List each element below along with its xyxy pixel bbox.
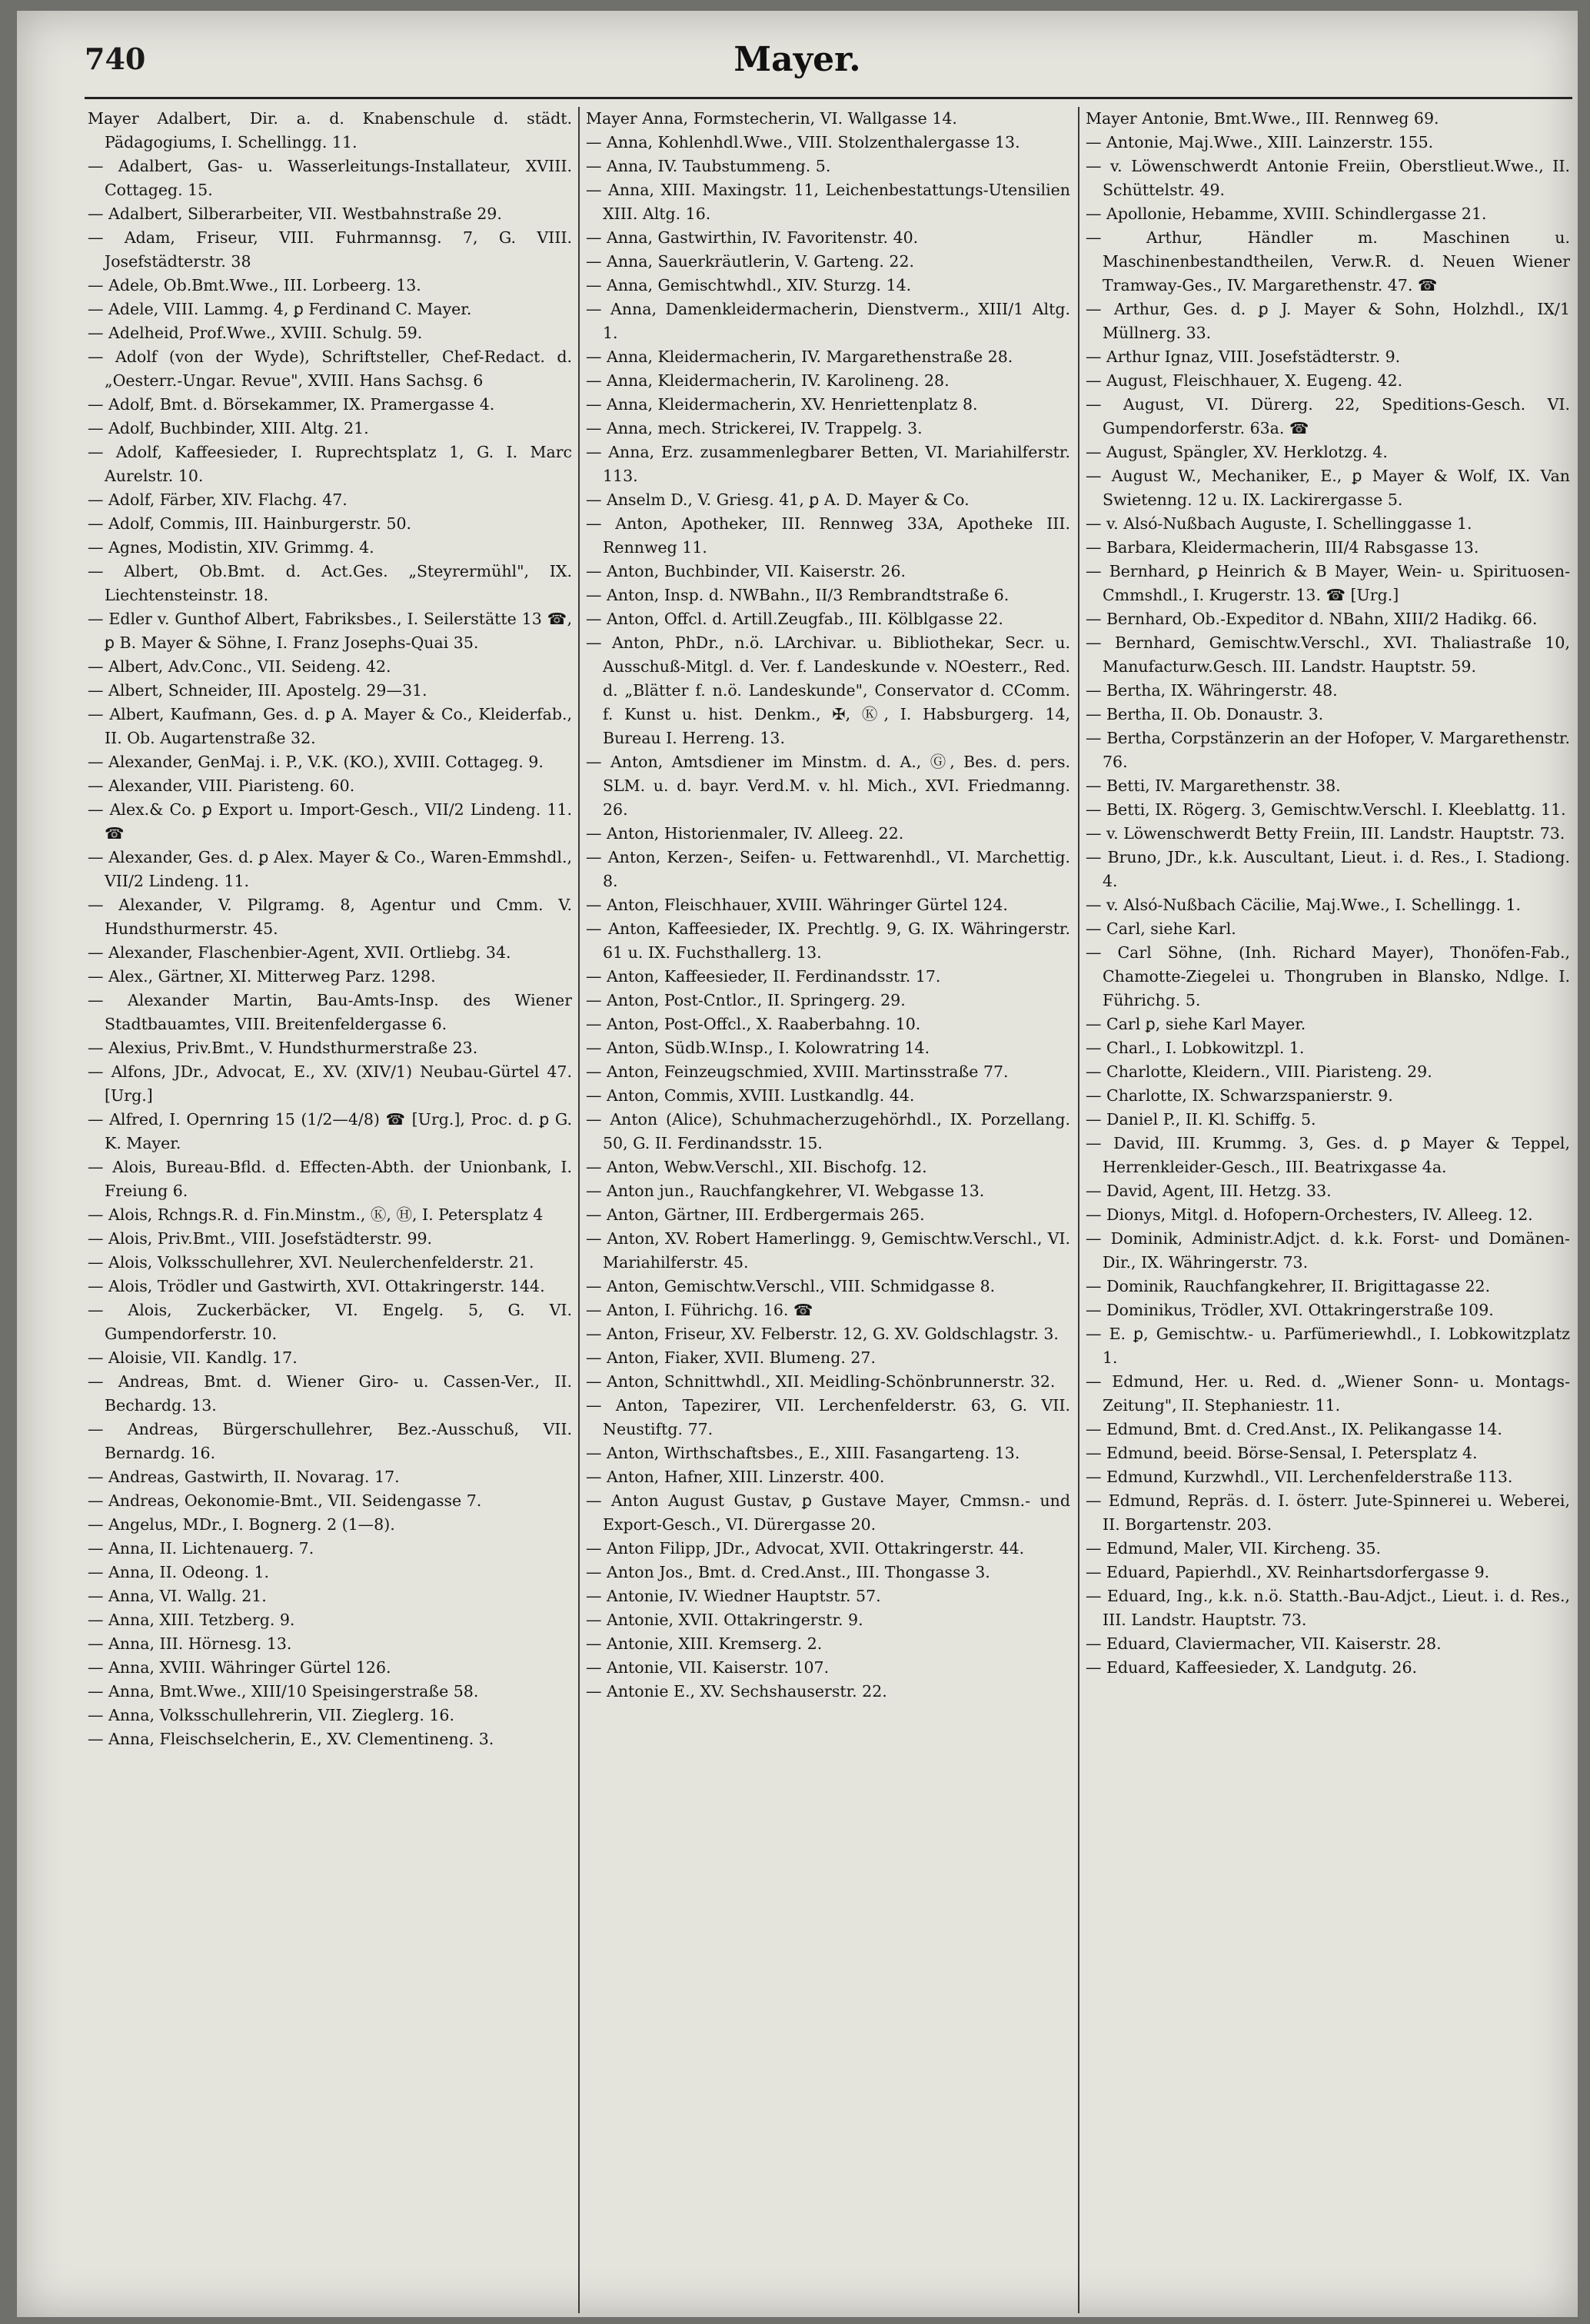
directory-entry: — Alexander, Ges. d. ꝑ Alex. Mayer & Co., Waren-Emmshdl., VII/2 Lindeng. 11. [88,848,572,890]
directory-entry: — Anton, Gemischtw.Verschl., VIII. Schmidgasse 8. [586,1277,996,1295]
directory-entry: — Alois, Bureau-Bfld. d. Effecten-Abth. der Unionbank, I. Freiung 6. [88,1158,572,1200]
directory-entry: — Angelus, MDr., I. Bognerg. 2 (1—8). [88,1515,395,1534]
directory-entry: — Adolf, Färber, XIV. Flachg. 47. [88,490,348,509]
directory-entry: — Anna, III. Hörnesg. 13. [88,1634,292,1653]
directory-entry: — David, Agent, III. Hetzg. 33. [1086,1182,1332,1200]
directory-entry: — Anna, Sauerkräutlerin, V. Garteng. 22. [586,252,915,271]
directory-entry: — Anna, XVIII. Währinger Gürtel 126. [88,1658,391,1677]
directory-entry: — Edmund, Bmt. d. Cred.Anst., IX. Pelikangasse 14. [1086,1420,1502,1438]
column-2 [586,107,1070,2313]
directory-entry: — Bernhard, Ob.-Expeditor d. NBahn, XIII/2 Hadikg. 66. [1086,610,1538,628]
directory-entry: — v. Löwenschwerdt Betty Freiin, III. Landstr. Hauptstr. 73. [1086,824,1565,843]
directory-entry: — Anna, Erz. zusammenlegbarer Betten, VI. Mariahilferstr. 113. [586,443,1070,485]
directory-entry: — Apollonie, Hebamme, XVIII. Schindlergasse 21. [1086,204,1487,223]
directory-entry: — Anna, IV. Taubstummeng. 5. [586,157,831,175]
directory-entry: — Anton, Hafner, XIII. Linzerstr. 400. [586,1468,885,1486]
directory-entry: — Anton Filipp, JDr., Advocat, XVII. Ottakringerstr. 44. [586,1539,1025,1558]
directory-entry: — Eduard, Kaffeesieder, X. Landgutg. 26. [1086,1658,1418,1677]
directory-entry: — August W., Mechaniker, E., ꝑ Mayer & Wolf, IX. Van Swietenng. 12 u. IX. Lackirergasse 5. [1086,467,1570,509]
directory-entry: — Eduard, Claviermacher, VII. Kaiserstr. 28. [1086,1634,1442,1653]
directory-entry: — Albert, Kaufmann, Ges. d. ꝑ A. Mayer & Co., Kleiderfab., II. Ob. Augartenstraße 32. [88,705,572,747]
running-title: Mayer. [733,40,861,79]
directory-entry: — Anton, Wirthschaftsbes., E., XIII. Fasangarteng. 13. [586,1444,1020,1462]
directory-entry: — Adam, Friseur, VIII. Fuhrmannsg. 7, G. VIII. Josefstädterstr. 38 [88,228,572,271]
directory-entry: — Anton jun., Rauchfangkehrer, VI. Webgasse 13. [586,1182,985,1200]
directory-entry: — Anna, Kohlenhdl.Wwe., VIII. Stolzenthalergasse 13. [586,133,1020,151]
directory-entry: — Anna, XIII. Maxingstr. 11, Leichenbestattungs-Utensilien XIII. Altg. 16. [586,181,1070,223]
directory-entry: — Anton August Gustav, ꝑ Gustave Mayer, Cmmsn.- und Export-Gesch., VI. Dürergasse 20. [586,1491,1070,1534]
directory-entry: — Edmund, Repräs. d. I. österr. Jute-Spinnerei u. Weberei, II. Borgartenstr. 203. [1086,1491,1570,1534]
directory-entry: — Anton, Commis, XVIII. Lustkandlg. 44. [586,1086,915,1105]
directory-entry: — Anna, Fleischselcherin, E., XV. Clementineng. 3. [88,1730,494,1748]
directory-entry: — Charlotte, Kleidern., VIII. Piaristeng. 29. [1086,1062,1432,1081]
directory-entry: — Anton, Amtsdiener im Minstm. d. A., Ⓖ, Bes. d. pers. SLM. u. d. bayr. Verd.M. v. hl. Mich., XVI. Friedmanng. 26. [586,753,1070,819]
directory-entry: — Antonie, XIII. Kremserg. 2. [586,1634,823,1653]
directory-entry: — Adolf, Kaffeesieder, I. Ruprechtsplatz 1, G. I. Marc Aurelstr. 10. [88,443,572,485]
directory-entry: — Daniel P., II. Kl. Schiffg. 5. [1086,1110,1316,1129]
directory-entry: — Anton, Fleischhauer, XVIII. Währinger Gürtel 124. [586,896,1008,914]
directory-entry: — Anton, Kaffeesieder, IX. Prechtlg. 9, G. IX. Währingerstr. 61 u. IX. Fuchsthallerg. 13. [586,919,1070,962]
directory-entry: — Alfred, I. Opernring 15 (1/2—4/8) ☎ [Urg.], Proc. d. ꝑ G. K. Mayer. [88,1110,572,1152]
directory-entry: — v. Alsó-Nußbach Auguste, I. Schellinggasse 1. [1086,514,1472,533]
directory-entry: — Bertha, Corpstänzerin an der Hofoper, V. Margarethenstr. 76. [1086,729,1570,771]
directory-entry: — Anton Jos., Bmt. d. Cred.Anst., III. Thongasse 3. [586,1563,990,1581]
directory-entry: — Alexander, V. Pilgramg. 8, Agentur und Cmm. V. Hundsthurmerstr. 45. [88,896,572,938]
directory-entry: — Carl Söhne, (Inh. Richard Mayer), Thonöfen-Fab., Chamotte-Ziegelei u. Thongruben in Blansko, Ndlge. I. Führichg. 5. [1086,943,1570,1009]
directory-entry: — Anton, PhDr., n.ö. LArchivar. u. Bibliothekar, Secr. u. Ausschuß-Mitgl. d. Ver. f. Landeskunde v. NOesterr., Red. d. „Blätter f. n.ö. Landeskunde", Conservator d. CComm. f. Kunst u. hist. Denkm., ✠, Ⓚ, I. Habsburgerg. 14, Bureau I. Herreng. 13. [586,633,1070,747]
directory-entry: — Alexander, GenMaj. i. P., V.K. (KO.), XVIII. Cottageg. 9. [88,753,544,771]
directory-entry: — Anna, Kleidermacherin, IV. Karolineng. 28. [586,371,950,390]
directory-entry: — Alexander Martin, Bau-Amts-Insp. des Wiener Stadtbauamtes, VIII. Breitenfeldergasse 6. [88,991,572,1033]
directory-entry: — Anton, Südb.W.Insp., I. Kolowratring 14. [586,1039,930,1057]
directory-entry: — Alex., Gärtner, XI. Mitterweg Parz. 1298. [88,967,436,986]
directory-entry: — August, VI. Dürerg. 22, Speditions-Gesch. VI. Gumpendorferstr. 63a. ☎ [1086,395,1570,437]
directory-entry: — Bruno, JDr., k.k. Auscultant, Lieut. i. d. Res., I. Stadiong. 4. [1086,848,1570,890]
directory-entry: — Anna, XIII. Tetzberg. 9. [88,1611,295,1629]
directory-page [17,11,1578,2317]
directory-entry: — Bernhard, ꝑ Heinrich & B Mayer, Wein- u. Spirituosen-Cmmshdl., I. Krugerstr. 13. ☎ [Urg.] [1086,562,1570,604]
directory-entry: — Eduard, Papierhdl., XV. Reinhartsdorfergasse 9. [1086,1563,1490,1581]
directory-entry: — Anna, II. Odeong. 1. [88,1563,270,1581]
directory-entry: — Andreas, Bmt. d. Wiener Giro- u. Cassen-Ver., II. Bechardg. 13. [88,1372,572,1415]
directory-entry: — Albert, Adv.Conc., VII. Seideng. 42. [88,657,391,676]
directory-entry: Mayer Adalbert, Dir. a. d. Knabenschule d. städt. Pädagogiums, I. Schellingg. 11. [88,109,572,151]
directory-entry: — Antonie E., XV. Sechshauserstr. 22. [586,1682,887,1701]
directory-entry: — Andreas, Gastwirth, II. Novarag. 17. [88,1468,400,1486]
directory-entry: — Arthur, Händler m. Maschinen u. Maschinenbestandtheilen, Verw.R. d. Neuen Wiener Tramway-Ges., IV. Margarethenstr. 47. ☎ [1086,228,1570,294]
directory-entry: — Anna, Gemischtwhdl., XIV. Sturzg. 14. [586,276,912,294]
directory-entry: — Anton, Historienmaler, IV. Alleeg. 22. [586,824,904,843]
directory-entry: — Anna, Bmt.Wwe., XIII/10 Speisingerstraße 58. [88,1682,479,1701]
directory-entry: — Dionys, Mitgl. d. Hofopern-Orchesters, IV. Alleeg. 12. [1086,1205,1533,1224]
page-header [17,11,1578,95]
directory-entry: — Alexius, Priv.Bmt., V. Hundsthurmerstraße 23. [88,1039,478,1057]
column-divider [578,107,580,2313]
directory-entry: — Anton, Webw.Verschl., XII. Bischofg. 12. [586,1158,927,1176]
directory-entry: — Andreas, Bürgerschullehrer, Bez.-Ausschuß, VII. Bernardg. 16. [88,1420,572,1462]
directory-entry: — Anton, Insp. d. NWBahn., II/3 Rembrandtstraße 6. [586,586,1010,604]
directory-entry: — Alois, Trödler und Gastwirth, XVI. Ottakringerstr. 144. [88,1277,545,1295]
directory-entry: — Anton, Post-Offcl., X. Raaberbahng. 10. [586,1015,921,1033]
directory-entry: — Barbara, Kleidermacherin, III/4 Rabsgasse 13. [1086,538,1479,557]
directory-entry: — Edler v. Gunthof Albert, Fabriksbes., I. Seilerstätte 13 ☎, ꝑ B. Mayer & Söhne, I. Franz Josephs-Quai 35. [88,610,572,652]
directory-entry: — Anna, VI. Wallg. 21. [88,1587,267,1605]
directory-entry: — Albert, Ob.Bmt. d. Act.Ges. „Steyrermühl", IX. Liechtensteinstr. 18. [88,562,572,604]
directory-entry: — Eduard, Ing., k.k. n.ö. Statth.-Bau-Adjct., Lieut. i. d. Res., III. Landstr. Hauptstr. 73. [1086,1587,1570,1629]
directory-entry: — Carl, siehe Karl. [1086,919,1236,938]
directory-entry: — Antonie, IV. Wiedner Hauptstr. 57. [586,1587,881,1605]
directory-entry: — Edmund, Maler, VII. Kircheng. 35. [1086,1539,1382,1558]
directory-entry: — Alfons, JDr., Advocat, E., XV. (XIV/1) Neubau-Gürtel 47. [Urg.] [88,1062,572,1105]
header-rule [85,97,1572,99]
directory-entry: — Anton, Offcl. d. Artill.Zeugfab., III. Kölblgasse 22. [586,610,1003,628]
directory-entry: — August, Fleischhauer, X. Eugeng. 42. [1086,371,1403,390]
directory-entry: — Alois, Volksschullehrer, XVI. Neulerchenfelderstr. 21. [88,1253,534,1272]
directory-entry: — Edmund, beeid. Börse-Sensal, I. Petersplatz 4. [1086,1444,1478,1462]
directory-entry: — v. Alsó-Nußbach Cäcilie, Maj.Wwe., I. Schellingg. 1. [1086,896,1522,914]
directory-entry: — Anton, Kerzen-, Seifen- u. Fettwarenhdl., VI. Marchettig. 8. [586,848,1070,890]
column-3 [1086,107,1570,2313]
directory-entry: — Alois, Rchngs.R. d. Fin.Minstm., Ⓚ, Ⓗ, I. Petersplatz 4 [88,1205,544,1224]
directory-entry: — Betti, IX. Rögerg. 3, Gemischtw.Verschl. I. Kleeblattg. 11. [1086,800,1566,819]
directory-entry: — Adele, VIII. Lammg. 4, ꝑ Ferdinand C. Mayer. [88,300,472,318]
directory-entry: — Anton, Schnittwhdl., XII. Meidling-Schönbrunnerstr. 32. [586,1372,1056,1391]
column-divider [1078,107,1079,2313]
directory-entry: — Adolf, Buchbinder, XIII. Altg. 21. [88,419,369,437]
directory-entry: — Arthur Ignaz, VIII. Josefstädterstr. 9. [1086,347,1401,366]
directory-entry: — Anna, mech. Strickerei, IV. Trappelg. 3. [586,419,923,437]
directory-entry: — Adele, Ob.Bmt.Wwe., III. Lorbeerg. 13. [88,276,421,294]
directory-entry: — Adolf, Commis, III. Hainburgerstr. 50. [88,514,412,533]
directory-entry: — Arthur, Ges. d. ꝑ J. Mayer & Sohn, Holzhdl., IX/1 Müllnerg. 33. [1086,300,1570,342]
directory-entry: — Anton, Apotheker, III. Rennweg 33A, Apotheke III. Rennweg 11. [586,514,1070,557]
directory-entry: — Charl., I. Lobkowitzpl. 1. [1086,1039,1305,1057]
directory-entry: — v. Löwenschwerdt Antonie Freiin, Oberstlieut.Wwe., II. Schüttelstr. 49. [1086,157,1570,199]
directory-entry: — Dominik, Administr.Adjct. d. k.k. Forst- und Domänen-Dir., IX. Währingerstr. 73. [1086,1229,1570,1272]
directory-entry: — Anton, Fiaker, XVII. Blumeng. 27. [586,1348,876,1367]
directory-entry: — Dominik, Rauchfangkehrer, II. Brigittagasse 22. [1086,1277,1491,1295]
directory-entry: — Bertha, IX. Währingerstr. 48. [1086,681,1338,700]
directory-entry: — Betti, IV. Margarethenstr. 38. [1086,776,1341,795]
directory-entry: — Adolf (von der Wyde), Schriftsteller, Chef-Redact. d. „Oesterr.-Ungar. Revue", XVIII. Hans Sachsg. 6 [88,347,572,390]
directory-entry: — Anton, Buchbinder, VII. Kaiserstr. 26. [586,562,906,580]
directory-entry: — Anton, Feinzeugschmied, XVIII. Martinsstraße 77. [586,1062,1009,1081]
page-number: 740 [85,42,146,76]
directory-entry: — Anton, Gärtner, III. Erdbergermais 265. [586,1205,925,1224]
directory-entry: — August, Spängler, XV. Herklotzg. 4. [1086,443,1388,461]
directory-entry: — Anton, XV. Robert Hamerlingg. 9, Gemischtw.Verschl., VI. Mariahilferstr. 45. [586,1229,1070,1272]
directory-entry: — Edmund, Her. u. Red. d. „Wiener Sonn- u. Montags-Zeitung", II. Stephaniestr. 11. [1086,1372,1570,1415]
directory-entry: — Anna, Kleidermacherin, IV. Margarethenstraße 28. [586,347,1013,366]
directory-entry: — Anton, Kaffeesieder, II. Ferdinandsstr. 17. [586,967,941,986]
directory-entry: — Alois, Zuckerbäcker, VI. Engelg. 5, G. VI. Gumpendorferstr. 10. [88,1301,572,1343]
directory-entry: Mayer Anna, Formstecherin, VI. Wallgasse 14. [586,109,957,128]
directory-entry: — Anton, I. Führichg. 16. ☎ [586,1301,813,1319]
directory-entry: — E. ꝑ, Gemischtw.- u. Parfümeriewhdl., I. Lobkowitzplatz 1. [1086,1325,1570,1367]
column-1 [88,107,572,2313]
directory-entry: — Dominikus, Trödler, XVI. Ottakringerstraße 109. [1086,1301,1494,1319]
directory-entry: Mayer Antonie, Bmt.Wwe., III. Rennweg 69. [1086,109,1439,128]
directory-entry: — Edmund, Kurzwhdl., VII. Lerchenfelderstraße 113. [1086,1468,1513,1486]
directory-entry: — Charlotte, IX. Schwarzspanierstr. 9. [1086,1086,1393,1105]
directory-entry: — Antonie, Maj.Wwe., XIII. Lainzerstr. 155. [1086,133,1434,151]
directory-entry: — Antonie, VII. Kaiserstr. 107. [586,1658,830,1677]
directory-entry: — Anna, II. Lichtenauerg. 7. [88,1539,314,1558]
directory-entry: — Adalbert, Silberarbeiter, VII. Westbahnstraße 29. [88,204,502,223]
directory-entry: — Anselm D., V. Griesg. 41, ꝑ A. D. Mayer & Co. [586,490,970,509]
directory-entry: — Agnes, Modistin, XIV. Grimmg. 4. [88,538,374,557]
directory-entry: — Aloisie, VII. Kandlg. 17. [88,1348,298,1367]
directory-entry: — Adelheid, Prof.Wwe., XVIII. Schulg. 59. [88,324,423,342]
directory-entry: — Anton, Friseur, XV. Felberstr. 12, G. XV. Goldschlagstr. 3. [586,1325,1059,1343]
directory-entry: — Bertha, II. Ob. Donaustr. 3. [1086,705,1324,723]
directory-entry: — Andreas, Oekonomie-Bmt., VII. Seidengasse 7. [88,1491,482,1510]
directory-entry: — Bernhard, Gemischtw.Verschl., XVI. Thaliastraße 10, Manufacturw.Gesch. III. Landstr. Hauptstr. 59. [1086,633,1570,676]
directory-entry: — Albert, Schneider, III. Apostelg. 29—31. [88,681,427,700]
directory-entry: — Alexander, Flaschenbier-Agent, XVII. Ortliebg. 34. [88,943,511,962]
directory-entry: — Anna, Kleidermacherin, XV. Henriettenplatz 8. [586,395,978,414]
directory-entry: — Anton (Alice), Schuhmacherzugehörhdl., IX. Porzellang. 50, G. II. Ferdinandsstr. 15. [586,1110,1070,1152]
directory-entry: — Adalbert, Gas- u. Wasserleitungs-Installateur, XVIII. Cottageg. 15. [88,157,572,199]
directory-entry: — Anna, Gastwirthin, IV. Favoritenstr. 40. [586,228,919,247]
directory-entry: — Adolf, Bmt. d. Börsekammer, IX. Pramergasse 4. [88,395,495,414]
directory-entry: — David, III. Krummg. 3, Ges. d. ꝑ Mayer & Teppel, Herrenkleider-Gesch., III. Beatrixgasse 4a. [1086,1134,1570,1176]
directory-entry: — Anton, Tapezirer, VII. Lerchenfelderstr. 63, G. VII. Neustiftg. 77. [586,1396,1070,1438]
directory-entry: — Anna, Damenkleidermacherin, Dienstverm., XIII/1 Altg. 1. [586,300,1070,342]
directory-entry: — Anton, Post-Cntlor., II. Springerg. 29. [586,991,906,1009]
directory-entry: — Anna, Volksschullehrerin, VII. Zieglerg. 16. [88,1706,454,1724]
directory-entry: — Alex.& Co. ꝑ Export u. Import-Gesch., VII/2 Lindeng. 11. ☎ [88,800,572,843]
directory-entry: — Alexander, VIII. Piaristeng. 60. [88,776,355,795]
directory-entry: — Alois, Priv.Bmt., VIII. Josefstädterstr. 99. [88,1229,433,1248]
directory-entry: — Carl ꝑ, siehe Karl Mayer. [1086,1015,1306,1033]
directory-entry: — Antonie, XVII. Ottakringerstr. 9. [586,1611,863,1629]
